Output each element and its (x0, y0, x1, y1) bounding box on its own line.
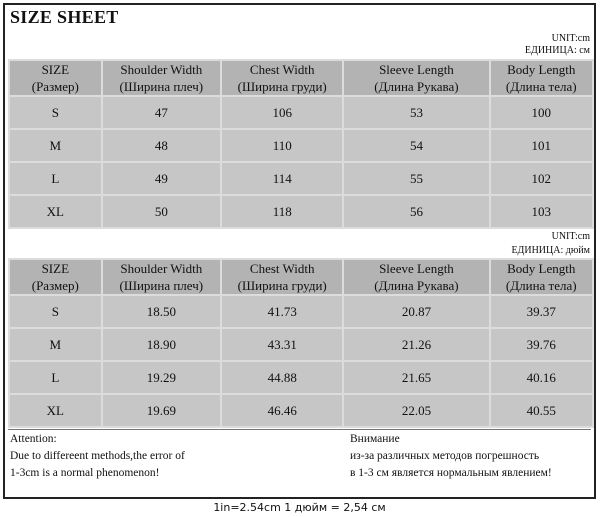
cell-shoulder: 49 (103, 163, 220, 194)
header-shoulder-width: Shoulder Width (Ширина плеч) (103, 61, 220, 95)
table-row (10, 362, 592, 393)
header-size: SIZE (Размер) (10, 260, 101, 294)
cell-body: 102 (491, 163, 593, 194)
cell-chest: 110 (222, 130, 342, 161)
cell-shoulder: 18.90 (103, 329, 220, 360)
section-divider (8, 429, 591, 430)
cell-size: L (10, 163, 101, 194)
note-line-ru: из-за различных методов погрешность (350, 450, 540, 462)
cell-shoulder: 47 (103, 97, 220, 128)
header-size: SIZE (Размер) (10, 61, 101, 95)
table-row (10, 97, 592, 128)
attention-note-ru (350, 431, 552, 482)
attention-note-en (10, 431, 185, 482)
note-heading-ru: Внимание (350, 433, 400, 445)
cell-shoulder: 18.50 (103, 296, 220, 327)
cell-sleeve: 22.05 (344, 395, 488, 426)
unit-label-ru: ЕДИНИЦА: см (524, 45, 590, 56)
cell-body: 101 (491, 130, 593, 161)
cell-shoulder: 48 (103, 130, 220, 161)
cell-shoulder: 50 (103, 196, 220, 227)
note-line-en: Due to differeent methods,the error of (10, 450, 185, 462)
unit-label-ru: ЕДИНИЦА: дюйм (511, 245, 590, 256)
unit-label-en: UNIT:cm (551, 33, 590, 44)
cell-chest: 106 (222, 97, 342, 128)
cell-sleeve: 55 (344, 163, 488, 194)
cell-size: S (10, 97, 101, 128)
cell-size: M (10, 130, 101, 161)
size-sheet (3, 3, 596, 499)
table-row (10, 130, 592, 161)
header-sleeve-length: Sleeve Length (Длина Рукава) (344, 260, 488, 294)
cell-body: 100 (491, 97, 593, 128)
header-sleeve-length: Sleeve Length (Длина Рукава) (344, 61, 488, 95)
table-row (10, 329, 592, 360)
note-line-ru: в 1-3 см является нормальным явлением! (350, 467, 552, 479)
sheet-title: SIZE SHEET (10, 7, 119, 27)
table-row (10, 395, 592, 426)
note-line-en: 1-3cm is a normal phenomenon! (10, 467, 160, 479)
cell-body: 39.76 (491, 329, 593, 360)
header-chest-width: Chest Width (Ширина груди) (222, 260, 342, 294)
cell-chest: 46.46 (222, 395, 342, 426)
cell-chest: 44.88 (222, 362, 342, 393)
cell-chest: 43.31 (222, 329, 342, 360)
cell-sleeve: 53 (344, 97, 488, 128)
cell-size: XL (10, 395, 101, 426)
cell-chest: 114 (222, 163, 342, 194)
note-heading-en: Attention: (10, 433, 57, 445)
cell-chest: 118 (222, 196, 342, 227)
cell-size: L (10, 362, 101, 393)
cell-sleeve: 56 (344, 196, 488, 227)
cell-body: 103 (491, 196, 593, 227)
cell-body: 40.16 (491, 362, 593, 393)
cell-body: 40.55 (491, 395, 593, 426)
size-table-inch (8, 258, 594, 428)
conversion-footer: 1in=2.54cm 1 дюйм = 2,54 см (213, 501, 386, 514)
cell-size: M (10, 329, 101, 360)
cell-shoulder: 19.69 (103, 395, 220, 426)
cell-body: 39.37 (491, 296, 593, 327)
cell-sleeve: 54 (344, 130, 488, 161)
size-table-cm (8, 59, 594, 229)
table-header-row (10, 260, 592, 294)
table-header-row (10, 61, 592, 95)
table-row (10, 296, 592, 327)
header-shoulder-width: Shoulder Width (Ширина плеч) (103, 260, 220, 294)
cell-shoulder: 19.29 (103, 362, 220, 393)
table-row (10, 196, 592, 227)
header-body-length: Body Length (Длина тела) (491, 61, 593, 95)
header-body-length: Body Length (Длина тела) (491, 260, 593, 294)
cell-sleeve: 21.26 (344, 329, 488, 360)
cell-size: XL (10, 196, 101, 227)
table-row (10, 163, 592, 194)
header-chest-width: Chest Width (Ширина груди) (222, 61, 342, 95)
unit-label-en: UNIT:cm (551, 231, 590, 242)
cell-chest: 41.73 (222, 296, 342, 327)
cell-size: S (10, 296, 101, 327)
cell-sleeve: 20.87 (344, 296, 488, 327)
cell-sleeve: 21.65 (344, 362, 488, 393)
